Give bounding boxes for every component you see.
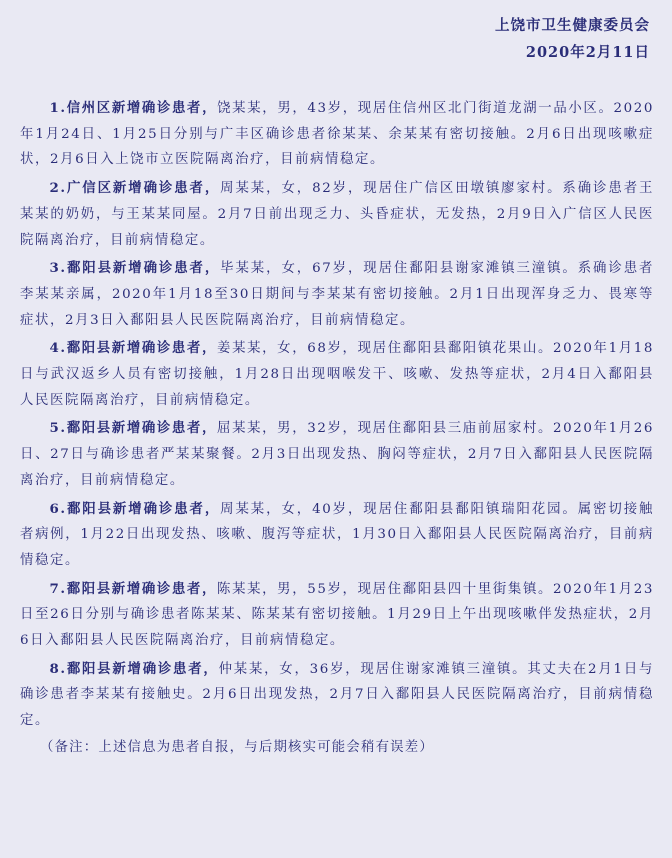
case-item — [20, 176, 654, 253]
case-item — [20, 416, 654, 493]
case-heading: 1.信州区新增确诊患者， — [49, 100, 218, 116]
notice-header — [20, 12, 654, 66]
case-detail: 周某某，女，40岁，现居住鄱阳县鄱阳镇瑞阳花园。属密切接触者病例，1月22日出现发热、咳嗽、腹泻等症状，1月30日入鄱阳县人民医院隔离治疗，目前病情稳定。 — [20, 501, 655, 568]
case-heading: 2.广信区新增确诊患者， — [49, 180, 221, 197]
case-item — [20, 96, 654, 173]
issuer-name: 上饶市卫生健康委员会 — [495, 17, 650, 34]
case-item — [20, 657, 654, 734]
case-detail: 陈某某，男，55岁，现居住鄱阳县四十里街集镇。2020年1月23日至26日分别与确诊患者陈某某、陈某某有密切接触。1月29日上午出现咳嗽伴发热症状，2月6日入鄱阳县人民医院隔离治疗，目前病情稳定。 — [20, 581, 654, 649]
case-heading: 4.鄱阳县新增确诊患者， — [49, 340, 218, 357]
case-heading: 7.鄱阳县新增确诊患者， — [49, 580, 218, 597]
disclaimer-note: （备注：上述信息为患者自报，与后期核实可能会稍有误差） — [40, 739, 434, 755]
case-item — [20, 336, 654, 413]
case-heading: 6.鄱阳县新增确诊患者， — [49, 500, 221, 517]
case-item — [20, 256, 654, 333]
case-detail: 屈某某，男，32岁，现居住鄱阳县三庙前屈家村。2020年1月26日、27日与确诊患者严某某聚餐。2月3日出现发热、胸闷等症状，2月7日入鄱阳县人民医院隔离治疗，目前病情稳定。 — [20, 421, 654, 488]
case-item — [20, 497, 654, 574]
case-detail: 饶某某，男，43岁，现居住信州区北门街道龙湖一品小区。2020年1月24日、1月25日分别与广丰区确诊患者徐某某、余某某有密切接触。2月6日出现咳嗽症状，2月6日入上饶市立医院隔离治疗，目前病情稳定。 — [20, 101, 654, 168]
case-list — [20, 96, 654, 734]
case-detail: 姜某某，女，68岁，现居住鄱阳县鄱阳镇花果山。2020年1月18日与武汉返乡人员有密切接触，1月28日出现咽喉发干、咳嗽、发热等症状，2月4日入鄱阳县人民医院隔离治疗，目前病情稳定。 — [20, 341, 654, 408]
case-heading: 8.鄱阳县新增确诊患者， — [49, 660, 219, 677]
case-item — [20, 577, 654, 654]
case-heading: 5.鄱阳县新增确诊患者， — [49, 420, 218, 437]
case-detail: 周某某，女，82岁，现居住广信区田墩镇廖家村。系确诊患者王某某的奶奶，与王某某同屋。2月7日前出现乏力、头昏症状，无发热，2月9日入广信区人民医院隔离治疗，目前病情稳定。 — [20, 181, 655, 248]
case-detail: 毕某某，女，67岁，现居住鄱阳县谢家滩镇三潼镇。系确诊患者李某某亲属，2020年1月18至30日期间与李某某有密切接触。2月1日出现浑身乏力、畏寒等症状，2月3日入鄱阳县人民医院隔离治疗，目前病情稳定。 — [20, 261, 655, 328]
case-detail: 仲某某，女，36岁，现居住谢家滩镇三潼镇。其丈夫在2月1日与确诊患者李某某有接触史。2月6日出现发热，2月7日入鄱阳县人民医院隔离治疗，目前病情稳定。 — [20, 661, 654, 729]
case-heading: 3.鄱阳县新增确诊患者， — [49, 260, 221, 277]
issue-date: 2020年2月11日 — [525, 44, 650, 61]
